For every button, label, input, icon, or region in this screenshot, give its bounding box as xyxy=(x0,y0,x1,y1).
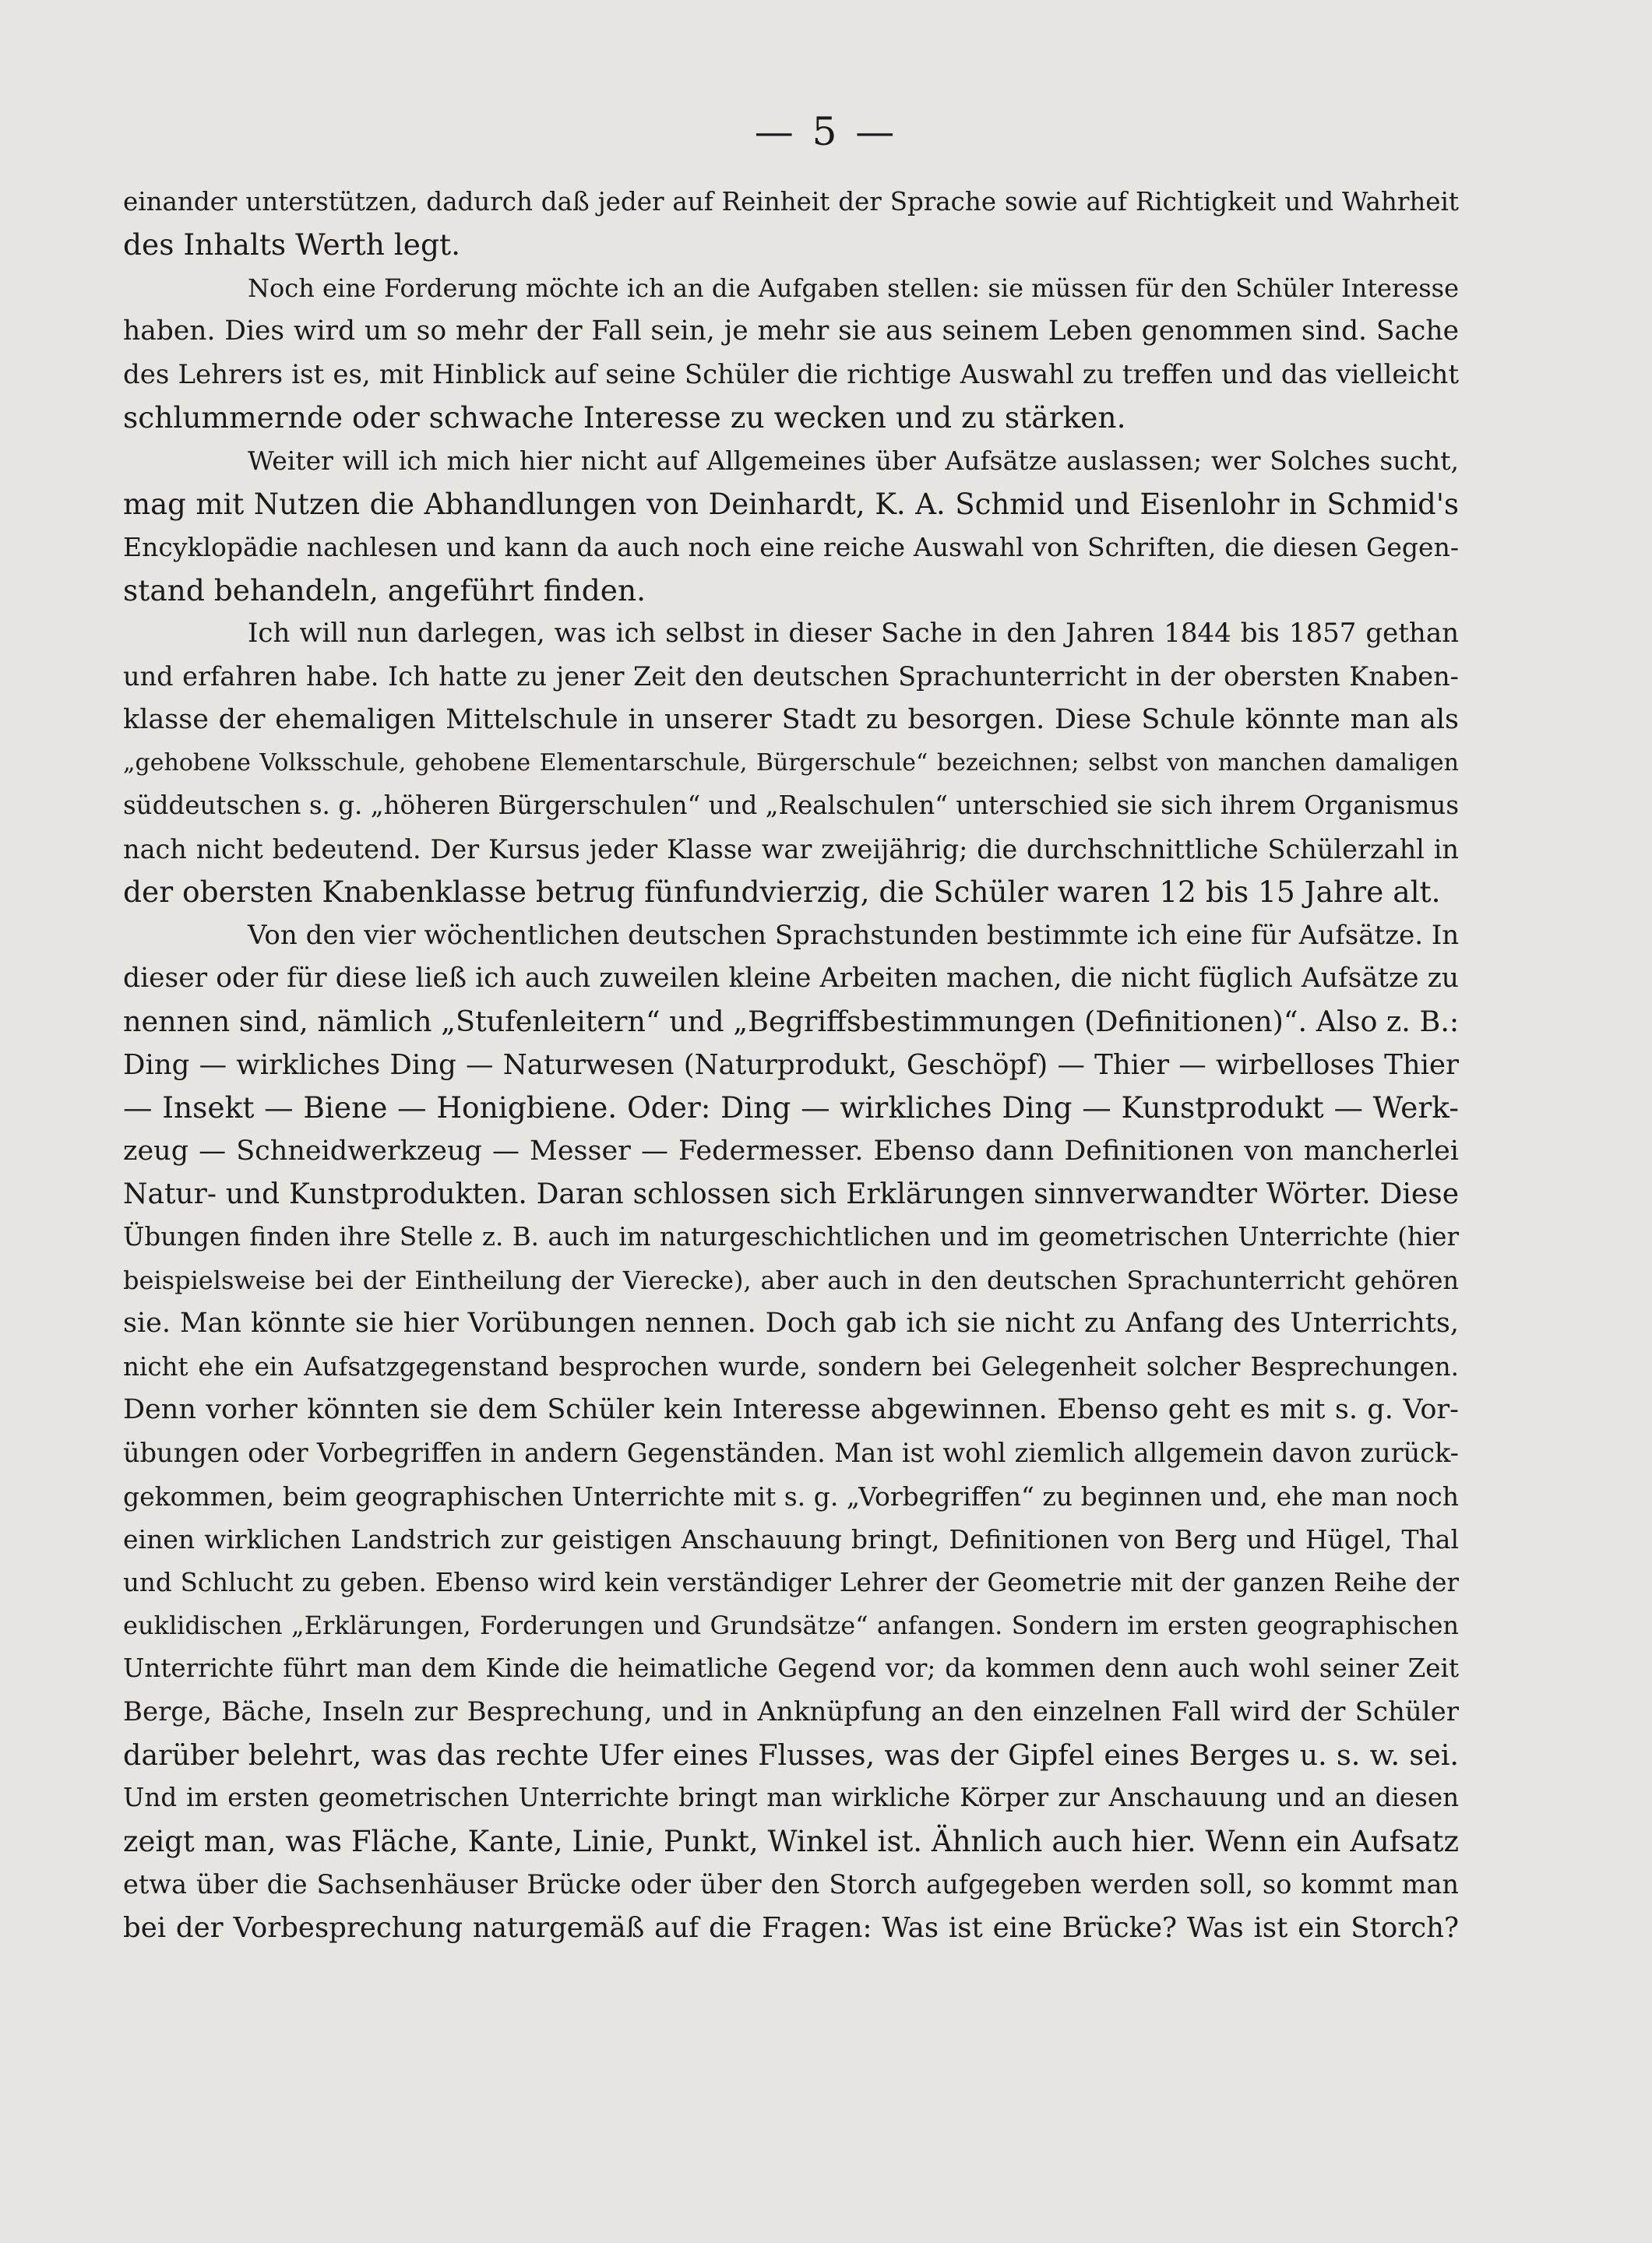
text-line: übungen oder Vorbegriffen in andern Gegenständen. Man ist wohl ziemlich allgemein davon zurück- xyxy=(123,1438,1459,1469)
text-line: dieser oder für diese ließ ich auch zuweilen kleine Arbeiten machen, die nicht füglich Aufsätze zu xyxy=(123,963,1459,995)
text-line: stand behandeln, angeführt finden. xyxy=(123,572,646,607)
text-line: einen wirklichen Landstrich zur geistigen Anschauung bringt, Definitionen von Berg und Hügel, Thal xyxy=(123,1524,1459,1555)
text-line: Übungen finden ihre Stelle z. B. auch im naturgeschichtlichen und im geometrischen Unterrichte (hier xyxy=(123,1222,1459,1252)
text-line: Unterrichte führt man dem Kinde die heimatliche Gegend vor; da kommen denn auch wohl seiner Zeit xyxy=(123,1653,1459,1684)
text-line: zeigt man, was Fläche, Kante, Linie, Punkt, Winkel ist. Ähnlich auch hier. Wenn ein Aufsatz xyxy=(123,1824,1459,1858)
text-line: mag mit Nutzen die Abhandlungen von Deinhardt, K. A. Schmid und Eisenlohr in Schmid's xyxy=(123,487,1459,521)
text-line: der obersten Knabenklasse betrug fünfundvierzig, die Schüler waren 12 bis 15 Jahre alt. xyxy=(123,875,1441,910)
text-line: euklidischen „Erklärungen, Forderungen und Grundsätze“ anfangen. Sondern im ersten geographischen xyxy=(123,1610,1459,1640)
body-text xyxy=(123,181,1459,1949)
text-line: Von den vier wöchentlichen deutschen Sprachstunden bestimmte ich eine für Aufsätze. In xyxy=(248,919,1460,951)
text-line: Ding — wirkliches Ding — Naturwesen (Naturprodukt, Geschöpf) — Thier — wirbelloses Thier xyxy=(123,1048,1459,1081)
text-line: schlummernde oder schwache Interesse zu wecken und zu stärken. xyxy=(123,400,1126,435)
text-line: klasse der ehemaligen Mittelschule in unserer Stadt zu besorgen. Diese Schule könnte man als xyxy=(123,703,1459,735)
text-line: Berge, Bäche, Inseln zur Besprechung, und in Anknüpfung an den einzelnen Fall wird der Schüler xyxy=(123,1695,1459,1727)
text-line: beispielsweise bei der Eintheilung der Vierecke), aber auch in den deutschen Sprachunterricht gehören xyxy=(123,1265,1459,1295)
text-line: etwa über die Sachsenhäuser Brücke oder über den Storch aufgegeben werden soll, so kommt man xyxy=(123,1869,1459,1900)
text-line: Weiter will ich mich hier nicht auf Allgemeines über Aufsätze auslassen; wer Solches sucht, xyxy=(248,445,1459,477)
text-line: Natur- und Kunstprodukten. Daran schlossen sich Erklärungen sinnverwandter Wörter. Diese xyxy=(123,1178,1459,1210)
text-line: und erfahren habe. Ich hatte zu jener Zeit den deutschen Sprachunterricht in der obersten Knaben- xyxy=(123,661,1459,692)
text-line: haben. Dies wird um so mehr der Fall sein, je mehr sie aus seinem Leben genommen sind. Sache xyxy=(123,315,1459,347)
text-line: bei der Vorbesprechung naturgemäß auf die Fragen: Was ist eine Brücke? Was ist ein Storch? xyxy=(123,1911,1459,1944)
text-line: darüber belehrt, was das rechte Ufer eines Flusses, was der Gipfel eines Berges u. s. w. sei. xyxy=(123,1738,1459,1773)
text-line: Encyklopädie nachlesen und kann da auch noch eine reiche Auswahl von Schriften, die diesen Gegen- xyxy=(123,532,1459,563)
text-line: — Insekt — Biene — Honigbiene. Oder: Ding — wirkliches Ding — Kunstprodukt — Werk- xyxy=(123,1090,1459,1125)
text-line: einander unterstützen, dadurch daß jeder auf Reinheit der Sprache sowie auf Richtigkeit und Wahrheit xyxy=(123,187,1459,217)
text-line: nach nicht bedeutend. Der Kursus jeder Klasse war zweijährig; die durchschnittliche Schülerzahl in xyxy=(123,833,1459,864)
text-line: Ich will nun darlegen, was ich selbst in dieser Sache in den Jahren 1844 bis 1857 gethan xyxy=(248,617,1459,649)
text-line: nennen sind, nämlich „Stufenleitern“ und „Begriffsbestimmungen (Definitionen)“. Also z. B.: xyxy=(123,1005,1460,1039)
text-line: süddeutschen s. g. „höheren Bürgerschulen“ und „Realschulen“ unterschied sie sich ihrem Organismus xyxy=(123,791,1459,821)
text-line: „gehobene Volksschule, gehobene Elementarschule, Bürgerschule“ bezeichnen; selbst von manchen damaligen xyxy=(123,749,1459,777)
text-line: des Lehrers ist es, mit Hinblick auf seine Schüler die richtige Auswahl zu treffen und das vielleicht xyxy=(123,358,1459,390)
text-line: Denn vorher könnten sie dem Schüler kein Interesse abgewinnen. Ebenso geht es mit s. g. Vor- xyxy=(123,1393,1459,1425)
text-line: zeug — Schneidwerkzeug — Messer — Federmesser. Ebenso dann Definitionen von mancherlei xyxy=(123,1135,1459,1167)
text-line: Noch eine Forderung möchte ich an die Aufgaben stellen: sie müssen für den Schüler Interesse xyxy=(248,273,1459,303)
text-line: sie. Man könnte sie hier Vorübungen nennen. Doch gab ich sie nicht zu Anfang des Unterrichts, xyxy=(123,1308,1459,1340)
text-line: und Schlucht zu geben. Ebenso wird kein verständiger Lehrer der Geometrie mit der ganzen Reihe der xyxy=(123,1567,1459,1597)
text-line: nicht ehe ein Aufsatzgegenstand besprochen wurde, sondern bei Gelegenheit solcher Besprechungen. xyxy=(123,1351,1459,1382)
page-number: — 5 — xyxy=(754,109,898,154)
text-line: des Inhalts Werth legt. xyxy=(123,227,460,262)
text-line: Und im ersten geometrischen Unterrichte bringt man wirkliche Körper zur Anschauung und an diesen xyxy=(123,1783,1459,1813)
text-line: gekommen, beim geographischen Unterrichte mit s. g. „Vorbegriffen“ zu beginnen und, ehe man noch xyxy=(123,1481,1459,1512)
